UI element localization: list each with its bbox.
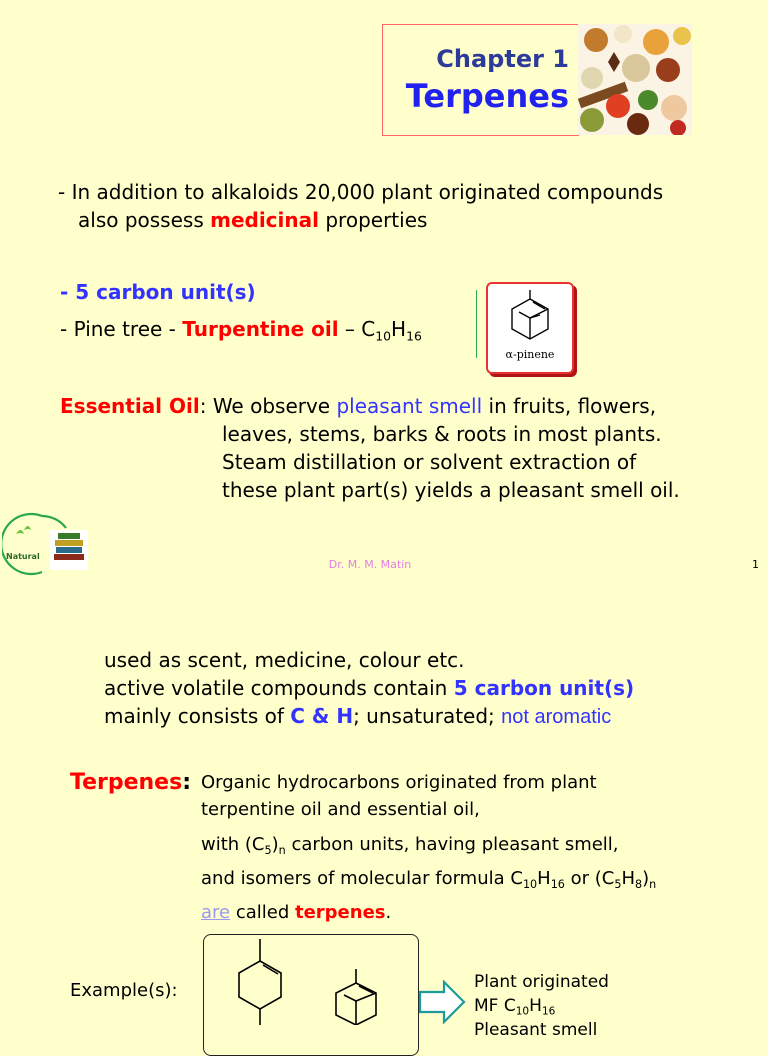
essential-oil-line-4: these plant part(s) yields a pleasant smell oil. — [222, 478, 680, 502]
carbon-unit-highlight: 5 carbon unit(s) — [453, 676, 635, 700]
essential-oil-line-1 — [60, 392, 656, 420]
intro-text-end: properties — [319, 208, 428, 232]
medicinal-highlight: medicinal — [210, 208, 319, 232]
page-title: Terpenes — [405, 77, 569, 115]
structures-box — [203, 934, 419, 1056]
definition-line-4 — [201, 864, 656, 894]
essential-oil-text: We observe — [206, 394, 337, 418]
def-text: carbon units, having pleasant smell, — [285, 834, 619, 855]
def-text: with (C — [201, 834, 265, 855]
note-sub: 16 — [541, 1005, 556, 1018]
formula-c: C — [361, 317, 376, 341]
pleasant-smell-highlight: pleasant smell — [336, 394, 483, 418]
arrow-right-icon — [418, 980, 466, 1024]
plant-note-line-3: Pleasant smell — [474, 1020, 598, 1040]
def-text: ) — [642, 868, 650, 889]
plant-note-line-2 — [474, 994, 609, 1018]
definition-line-1: Organic hydrocarbons originated from plant — [201, 772, 597, 793]
chapter-label: Chapter 1 — [436, 45, 569, 73]
definition-line-5 — [201, 898, 391, 928]
not-aromatic-highlight: not aromatic — [501, 706, 612, 728]
def-text: H — [537, 868, 551, 889]
terpenes-colon: : — [182, 770, 192, 795]
pinene-structure-icon — [504, 288, 556, 346]
def-sub: 5 — [264, 843, 272, 857]
page-number: 1 — [752, 558, 759, 571]
bullet-text-mid: ; unsaturated; — [353, 704, 502, 728]
formula-h: H — [391, 317, 407, 341]
def-text: and isomers of molecular formula C — [201, 868, 523, 889]
spices-image — [578, 24, 692, 135]
examples-label: Example(s): — [70, 980, 178, 1001]
carbon-unit-point: - 5 carbon unit(s) — [60, 280, 256, 304]
intro-line-1: - In addition to alkaloids 20,000 plant originated compounds — [58, 180, 664, 204]
pine-prefix: - Pine tree - — [60, 317, 183, 341]
essential-oil-text-end: in fruits, flowers, — [482, 394, 657, 418]
terpenes-term: Terpenes — [70, 770, 183, 795]
pine-dash: – — [338, 317, 362, 341]
note-sub: 10 — [515, 1005, 530, 1018]
def-sub: 16 — [550, 877, 565, 891]
pine-tree-point — [60, 315, 422, 343]
def-sub: 5 — [614, 877, 622, 891]
def-sub: n — [649, 877, 657, 891]
def-sub: 10 — [522, 877, 538, 891]
definition-line-3 — [201, 830, 619, 860]
note-text: MF C — [474, 996, 516, 1016]
def-text: called — [230, 902, 295, 923]
essential-oil-colon: : — [199, 394, 207, 418]
definition-line-2: terpentine oil and essential oil, — [201, 799, 480, 820]
bullet-text: active volatile compounds contain — [104, 676, 454, 700]
footer-author: Dr. M. M. Matin — [328, 558, 412, 571]
formula-h-sub: 16 — [406, 328, 422, 344]
c-h-highlight: C & H — [290, 704, 354, 728]
intro-line-2 — [78, 206, 427, 234]
plant-note-line-1: Plant originated — [474, 972, 609, 992]
pinene-structure-card — [486, 282, 574, 374]
terpene-structures-icon — [204, 935, 418, 1025]
essential-oil-line-3: Steam distillation or solvent extraction of — [222, 450, 637, 474]
def-text: H — [621, 868, 635, 889]
terpenes-label — [70, 768, 191, 798]
def-text: or (C — [564, 868, 615, 889]
turpentine-highlight: Turpentine oil — [182, 317, 339, 341]
bullet-mainly-consists — [104, 702, 611, 731]
note-text: H — [529, 996, 542, 1016]
formula-c-sub: 10 — [375, 328, 392, 344]
separator-line — [476, 290, 477, 358]
plant-originated-note — [474, 970, 609, 1042]
pinene-label: α-pinene — [505, 348, 555, 361]
bullet-used-as: used as scent, medicine, colour etc. — [104, 648, 465, 672]
title-box — [382, 24, 579, 136]
def-sub: n — [278, 843, 286, 857]
def-text: ) — [271, 834, 279, 855]
are-text: are — [201, 902, 231, 923]
intro-text: also possess — [78, 208, 211, 232]
def-sub: 8 — [635, 877, 643, 891]
essential-oil-label: Essential Oil — [60, 394, 200, 418]
terpenes-highlight: terpenes — [294, 902, 386, 923]
bullet-text: mainly consists of — [104, 704, 291, 728]
def-text: . — [385, 902, 392, 923]
logo-text: Natural — [6, 552, 40, 561]
essential-oil-line-2: leaves, stems, barks & roots in most plants. — [222, 422, 662, 446]
bullet-active-volatile — [104, 674, 634, 702]
